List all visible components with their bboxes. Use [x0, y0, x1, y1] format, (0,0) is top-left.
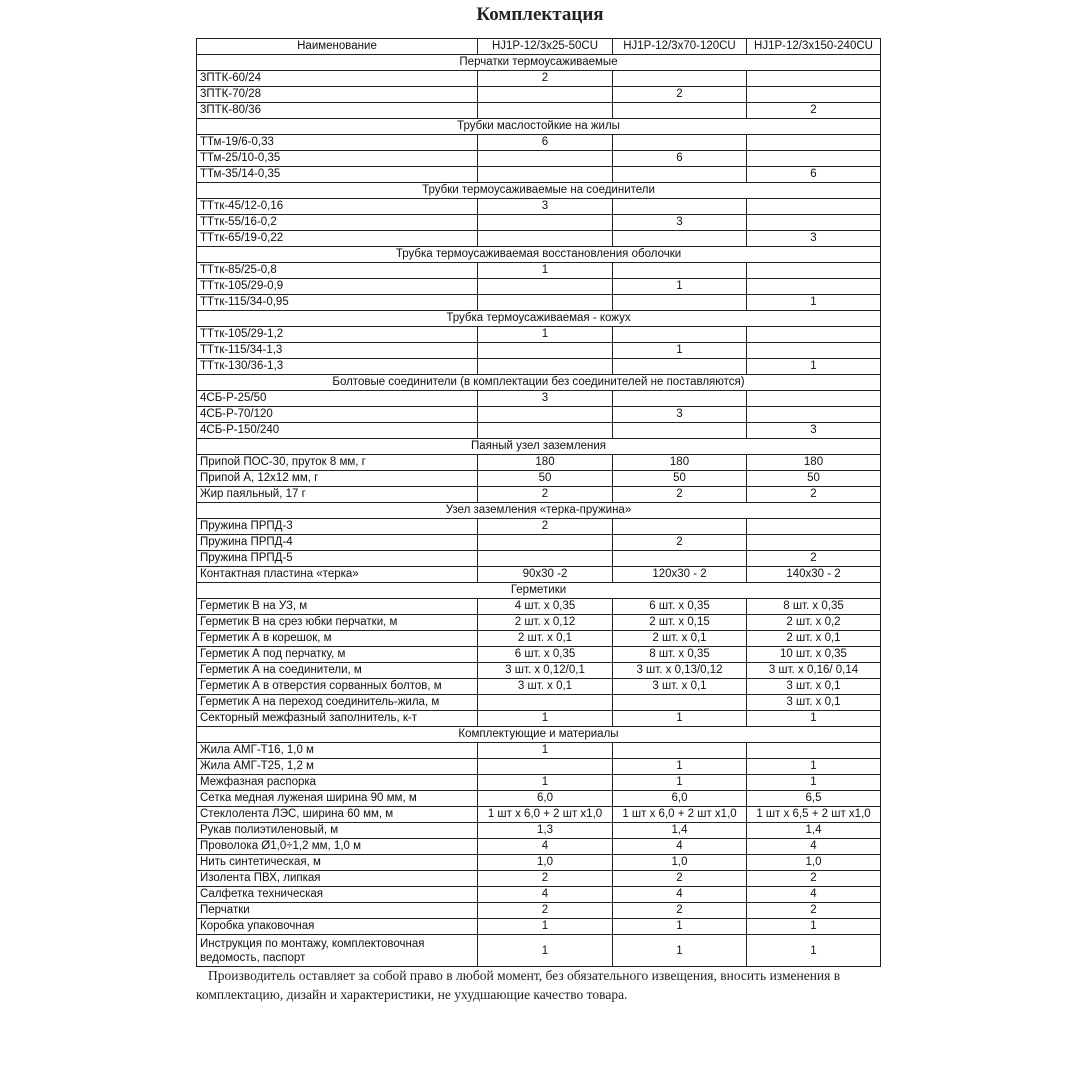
item-quantity-model-1: 2 [478, 519, 613, 535]
item-name: Стеклолента ЛЭС, ширина 60 мм, м [197, 807, 478, 823]
section-title: Комплектующие и материалы [197, 727, 881, 743]
item-quantity-model-3: 6 [747, 167, 881, 183]
table-row [197, 423, 881, 439]
item-quantity-model-1: 3 [478, 199, 613, 215]
table-row [197, 103, 881, 119]
item-name: Жила АМГ-Т16, 1,0 м [197, 743, 478, 759]
item-quantity-model-2: 1 шт x 6,0 + 2 шт x1,0 [613, 807, 747, 823]
item-quantity-model-1 [478, 87, 613, 103]
table-row [197, 151, 881, 167]
item-quantity-model-3: 1 [747, 759, 881, 775]
item-name: 3ПТК-70/28 [197, 87, 478, 103]
item-quantity-model-1: 6,0 [478, 791, 613, 807]
item-name: ТТтк-115/34-1,3 [197, 343, 478, 359]
item-quantity-model-3 [747, 519, 881, 535]
table-row [197, 167, 881, 183]
table-row [197, 807, 881, 823]
footnote [196, 966, 886, 1004]
footnote-text: Производитель оставляет за собой право в любой момент, без обязательного извещения, вносить изменения в комплектацию, дизайн и характеристики, не ухудшающие качество товара. [196, 968, 841, 1002]
item-quantity-model-3: 1,0 [747, 855, 881, 871]
table-row [197, 359, 881, 375]
item-quantity-model-3 [747, 263, 881, 279]
item-quantity-model-3: 3 [747, 423, 881, 439]
item-name: ТТтк-115/34-0,95 [197, 295, 478, 311]
item-quantity-model-3: 1 [747, 711, 881, 727]
item-quantity-model-2: 2 [613, 535, 747, 551]
item-quantity-model-2: 6 [613, 151, 747, 167]
table-row [197, 567, 881, 583]
table-row [197, 215, 881, 231]
item-quantity-model-2 [613, 359, 747, 375]
item-quantity-model-3: 50 [747, 471, 881, 487]
section-title: Трубки маслостойкие на жилы [197, 119, 881, 135]
item-quantity-model-2: 120x30 - 2 [613, 567, 747, 583]
item-name: Контактная пластина «терка» [197, 567, 478, 583]
item-quantity-model-3: 3 шт. x 0,1 [747, 679, 881, 695]
item-quantity-model-2: 2 [613, 903, 747, 919]
section-title: Узел заземления «терка-пружина» [197, 503, 881, 519]
item-quantity-model-1: 4 [478, 839, 613, 855]
item-quantity-model-2: 2 шт. x 0,15 [613, 615, 747, 631]
item-quantity-model-1 [478, 759, 613, 775]
table-row [197, 87, 881, 103]
item-name: Пружина ПРПД-5 [197, 551, 478, 567]
section-title: Герметики [197, 583, 881, 599]
item-quantity-model-2: 1 [613, 711, 747, 727]
item-quantity-model-3: 1 [747, 295, 881, 311]
section-row [197, 55, 881, 71]
item-quantity-model-2 [613, 263, 747, 279]
item-quantity-model-2: 3 [613, 407, 747, 423]
item-quantity-model-3: 3 шт. x 0,1 [747, 695, 881, 711]
item-quantity-model-3 [747, 151, 881, 167]
item-name: Изолента ПВХ, липкая [197, 871, 478, 887]
item-quantity-model-2: 8 шт. x 0,35 [613, 647, 747, 663]
table-row [197, 135, 881, 151]
table-row [197, 455, 881, 471]
item-quantity-model-3: 1 [747, 775, 881, 791]
item-quantity-model-3: 2 [747, 551, 881, 567]
item-quantity-model-3: 1 шт x 6,5 + 2 шт x1,0 [747, 807, 881, 823]
item-name: Жила АМГ-Т25, 1,2 м [197, 759, 478, 775]
section-row [197, 183, 881, 199]
item-quantity-model-1: 2 [478, 487, 613, 503]
item-quantity-model-3: 140x30 - 2 [747, 567, 881, 583]
section-title: Трубка термоусаживаемая восстановления оболочки [197, 247, 881, 263]
section-row [197, 247, 881, 263]
item-quantity-model-1 [478, 295, 613, 311]
item-quantity-model-3: 4 [747, 839, 881, 855]
table-row [197, 327, 881, 343]
item-quantity-model-2: 6,0 [613, 791, 747, 807]
item-name: ТТм-25/10-0,35 [197, 151, 478, 167]
item-quantity-model-1: 6 [478, 135, 613, 151]
item-quantity-model-3: 3 шт. x 0,16/ 0,14 [747, 663, 881, 679]
item-quantity-model-3 [747, 87, 881, 103]
table-row [197, 679, 881, 695]
item-quantity-model-2 [613, 519, 747, 535]
table-body [197, 55, 881, 967]
item-name: Припой ПОС-30, пруток 8 мм, г [197, 455, 478, 471]
section-row [197, 439, 881, 455]
item-quantity-model-1: 2 [478, 903, 613, 919]
item-quantity-model-2 [613, 295, 747, 311]
item-quantity-model-2: 1 [613, 919, 747, 935]
item-quantity-model-3 [747, 199, 881, 215]
item-name: Герметик А в отверстия сорванных болтов, м [197, 679, 478, 695]
item-quantity-model-1: 3 шт. x 0,1 [478, 679, 613, 695]
table-header-row [197, 39, 881, 55]
section-row [197, 375, 881, 391]
table-row [197, 343, 881, 359]
section-title: Трубка термоусаживаемая - кожух [197, 311, 881, 327]
item-quantity-model-2: 3 [613, 215, 747, 231]
item-quantity-model-1: 180 [478, 455, 613, 471]
item-name: Пружина ПРПД-3 [197, 519, 478, 535]
page-title: Комплектация [476, 4, 604, 25]
item-quantity-model-3 [747, 407, 881, 423]
item-quantity-model-2 [613, 695, 747, 711]
section-row [197, 119, 881, 135]
section-row [197, 583, 881, 599]
item-quantity-model-1 [478, 231, 613, 247]
table-row [197, 295, 881, 311]
item-name: Проволока Ø1,0÷1,2 мм, 1,0 м [197, 839, 478, 855]
item-quantity-model-2: 1 [613, 775, 747, 791]
item-name: Межфазная распорка [197, 775, 478, 791]
item-quantity-model-2 [613, 423, 747, 439]
item-quantity-model-1: 2 шт. x 0,1 [478, 631, 613, 647]
item-quantity-model-1 [478, 407, 613, 423]
item-name: Секторный межфазный заполнитель, к-т [197, 711, 478, 727]
item-quantity-model-3 [747, 135, 881, 151]
item-quantity-model-2: 2 [613, 87, 747, 103]
item-quantity-model-2: 1 [613, 343, 747, 359]
table-row [197, 71, 881, 87]
item-quantity-model-3: 1 [747, 919, 881, 935]
table-row [197, 775, 881, 791]
item-quantity-model-1 [478, 551, 613, 567]
table-row [197, 487, 881, 503]
table-row [197, 551, 881, 567]
table-row [197, 759, 881, 775]
table-row [197, 919, 881, 935]
table-row [197, 695, 881, 711]
column-header-model-1: HJ1P-12/3x25-50CU [478, 39, 613, 55]
item-quantity-model-1: 50 [478, 471, 613, 487]
item-quantity-model-1: 1 [478, 935, 613, 967]
table-row [197, 887, 881, 903]
item-quantity-model-3: 2 [747, 487, 881, 503]
item-name: ТТм-19/6-0,33 [197, 135, 478, 151]
item-name: Коробка упаковочная [197, 919, 478, 935]
item-name: 3ПТК-60/24 [197, 71, 478, 87]
table-row [197, 199, 881, 215]
table-row [197, 711, 881, 727]
item-quantity-model-3: 8 шт. x 0,35 [747, 599, 881, 615]
section-row [197, 311, 881, 327]
item-quantity-model-3: 1,4 [747, 823, 881, 839]
item-quantity-model-3: 2 [747, 903, 881, 919]
item-name: ТТтк-130/36-1,3 [197, 359, 478, 375]
item-name: Перчатки [197, 903, 478, 919]
item-quantity-model-2: 2 шт. x 0,1 [613, 631, 747, 647]
item-name: Сетка медная луженая ширина 90 мм, м [197, 791, 478, 807]
item-quantity-model-2: 3 шт. x 0,1 [613, 679, 747, 695]
item-quantity-model-1 [478, 215, 613, 231]
item-name: 4СБ-Р-150/240 [197, 423, 478, 439]
item-quantity-model-3 [747, 743, 881, 759]
item-quantity-model-2: 1,4 [613, 823, 747, 839]
item-quantity-model-2: 2 [613, 487, 747, 503]
item-quantity-model-1: 1 [478, 919, 613, 935]
item-quantity-model-2: 1 [613, 279, 747, 295]
item-quantity-model-2: 50 [613, 471, 747, 487]
item-quantity-model-1 [478, 695, 613, 711]
item-name: ТТм-35/14-0,35 [197, 167, 478, 183]
item-quantity-model-2 [613, 551, 747, 567]
item-quantity-model-1: 3 [478, 391, 613, 407]
item-quantity-model-2: 1,0 [613, 855, 747, 871]
item-quantity-model-2 [613, 167, 747, 183]
item-quantity-model-1: 90x30 -2 [478, 567, 613, 583]
item-name: Салфетка техническая [197, 887, 478, 903]
table-row [197, 791, 881, 807]
item-quantity-model-1: 2 [478, 871, 613, 887]
column-header-model-2: HJ1P-12/3x70-120CU [613, 39, 747, 55]
table-row [197, 231, 881, 247]
item-quantity-model-3 [747, 343, 881, 359]
table-row [197, 855, 881, 871]
item-quantity-model-3 [747, 327, 881, 343]
item-name: Герметик А в корешок, м [197, 631, 478, 647]
item-quantity-model-3 [747, 71, 881, 87]
item-quantity-model-3: 180 [747, 455, 881, 471]
item-name: Герметик А под перчатку, м [197, 647, 478, 663]
table-row [197, 615, 881, 631]
table-row [197, 279, 881, 295]
item-quantity-model-2 [613, 135, 747, 151]
item-name: Герметик В на срез юбки перчатки, м [197, 615, 478, 631]
column-header-name: Наименование [197, 39, 478, 55]
item-name: ТТтк-85/25-0,8 [197, 263, 478, 279]
item-quantity-model-1: 4 [478, 887, 613, 903]
item-name: 4СБ-Р-70/120 [197, 407, 478, 423]
item-quantity-model-2 [613, 71, 747, 87]
item-quantity-model-2 [613, 231, 747, 247]
item-quantity-model-3: 2 [747, 103, 881, 119]
item-quantity-model-1: 2 шт. x 0,12 [478, 615, 613, 631]
item-quantity-model-1: 6 шт. x 0,35 [478, 647, 613, 663]
item-quantity-model-1 [478, 151, 613, 167]
table-row [197, 647, 881, 663]
item-quantity-model-1 [478, 167, 613, 183]
item-quantity-model-2: 180 [613, 455, 747, 471]
table-row [197, 535, 881, 551]
item-name: Рукав полиэтиленовый, м [197, 823, 478, 839]
item-quantity-model-3: 2 шт. x 0,1 [747, 631, 881, 647]
item-quantity-model-3: 2 [747, 871, 881, 887]
item-quantity-model-2: 1 [613, 759, 747, 775]
item-quantity-model-2 [613, 103, 747, 119]
item-quantity-model-1 [478, 279, 613, 295]
item-quantity-model-2 [613, 743, 747, 759]
item-quantity-model-2: 4 [613, 839, 747, 855]
item-quantity-model-1 [478, 359, 613, 375]
item-name: Нить синтетическая, м [197, 855, 478, 871]
table-row [197, 935, 881, 967]
item-quantity-model-1: 2 [478, 71, 613, 87]
item-quantity-model-2: 1 [613, 935, 747, 967]
item-name: Герметик А на переход соединитель-жила, м [197, 695, 478, 711]
column-header-model-3: HJ1P-12/3x150-240CU [747, 39, 881, 55]
item-name: Жир паяльный, 17 г [197, 487, 478, 503]
item-quantity-model-1 [478, 535, 613, 551]
table-row [197, 519, 881, 535]
table-row [197, 903, 881, 919]
item-quantity-model-3 [747, 215, 881, 231]
item-quantity-model-2 [613, 327, 747, 343]
item-quantity-model-2: 6 шт. x 0,35 [613, 599, 747, 615]
section-row [197, 727, 881, 743]
item-quantity-model-3: 1 [747, 359, 881, 375]
item-quantity-model-3: 3 [747, 231, 881, 247]
item-quantity-model-2 [613, 199, 747, 215]
item-quantity-model-1 [478, 343, 613, 359]
section-title: Болтовые соединители (в комплектации без соединителей не поставляются) [197, 375, 881, 391]
table-row [197, 871, 881, 887]
item-quantity-model-3: 1 [747, 935, 881, 967]
item-quantity-model-1: 1 [478, 775, 613, 791]
item-quantity-model-3: 6,5 [747, 791, 881, 807]
item-quantity-model-2: 3 шт. x 0,13/0,12 [613, 663, 747, 679]
item-name: Припой А, 12x12 мм, г [197, 471, 478, 487]
table-row [197, 823, 881, 839]
item-quantity-model-2: 4 [613, 887, 747, 903]
item-quantity-model-2 [613, 391, 747, 407]
table-row [197, 631, 881, 647]
section-title: Паяный узел заземления [197, 439, 881, 455]
item-name: Герметик А на соединители, м [197, 663, 478, 679]
item-quantity-model-3 [747, 279, 881, 295]
item-name: Инструкция по монтажу, комплектовочная ведомость, паспорт [197, 935, 478, 967]
item-name: 3ПТК-80/36 [197, 103, 478, 119]
section-title: Трубки термоусаживаемые на соединители [197, 183, 881, 199]
item-quantity-model-2: 2 [613, 871, 747, 887]
item-name: Пружина ПРПД-4 [197, 535, 478, 551]
item-name: ТТтк-105/29-0,9 [197, 279, 478, 295]
item-name: Герметик В на УЗ, м [197, 599, 478, 615]
table-row [197, 391, 881, 407]
item-quantity-model-3: 2 шт. x 0,2 [747, 615, 881, 631]
item-quantity-model-1: 1 [478, 743, 613, 759]
item-name: ТТтк-55/16-0,2 [197, 215, 478, 231]
table-row [197, 743, 881, 759]
item-name: ТТтк-65/19-0,22 [197, 231, 478, 247]
item-quantity-model-3 [747, 535, 881, 551]
item-quantity-model-1 [478, 103, 613, 119]
table-row [197, 263, 881, 279]
section-title: Перчатки термоусаживаемые [197, 55, 881, 71]
item-quantity-model-1: 1 [478, 711, 613, 727]
table-row [197, 407, 881, 423]
table-row [197, 663, 881, 679]
item-quantity-model-1: 1 [478, 327, 613, 343]
kit-table [196, 38, 881, 967]
item-quantity-model-3: 10 шт. x 0,35 [747, 647, 881, 663]
table-row [197, 599, 881, 615]
item-quantity-model-1: 1 [478, 263, 613, 279]
section-row [197, 503, 881, 519]
table-row [197, 471, 881, 487]
item-quantity-model-1: 1,0 [478, 855, 613, 871]
item-name: ТТтк-45/12-0,16 [197, 199, 478, 215]
item-quantity-model-1: 1,3 [478, 823, 613, 839]
item-quantity-model-3 [747, 391, 881, 407]
item-name: 4СБ-Р-25/50 [197, 391, 478, 407]
item-name: ТТтк-105/29-1,2 [197, 327, 478, 343]
table-row [197, 839, 881, 855]
item-quantity-model-3: 4 [747, 887, 881, 903]
item-quantity-model-1: 3 шт. x 0,12/0,1 [478, 663, 613, 679]
item-quantity-model-1 [478, 423, 613, 439]
item-quantity-model-1: 4 шт. x 0,35 [478, 599, 613, 615]
item-quantity-model-1: 1 шт x 6,0 + 2 шт x1,0 [478, 807, 613, 823]
